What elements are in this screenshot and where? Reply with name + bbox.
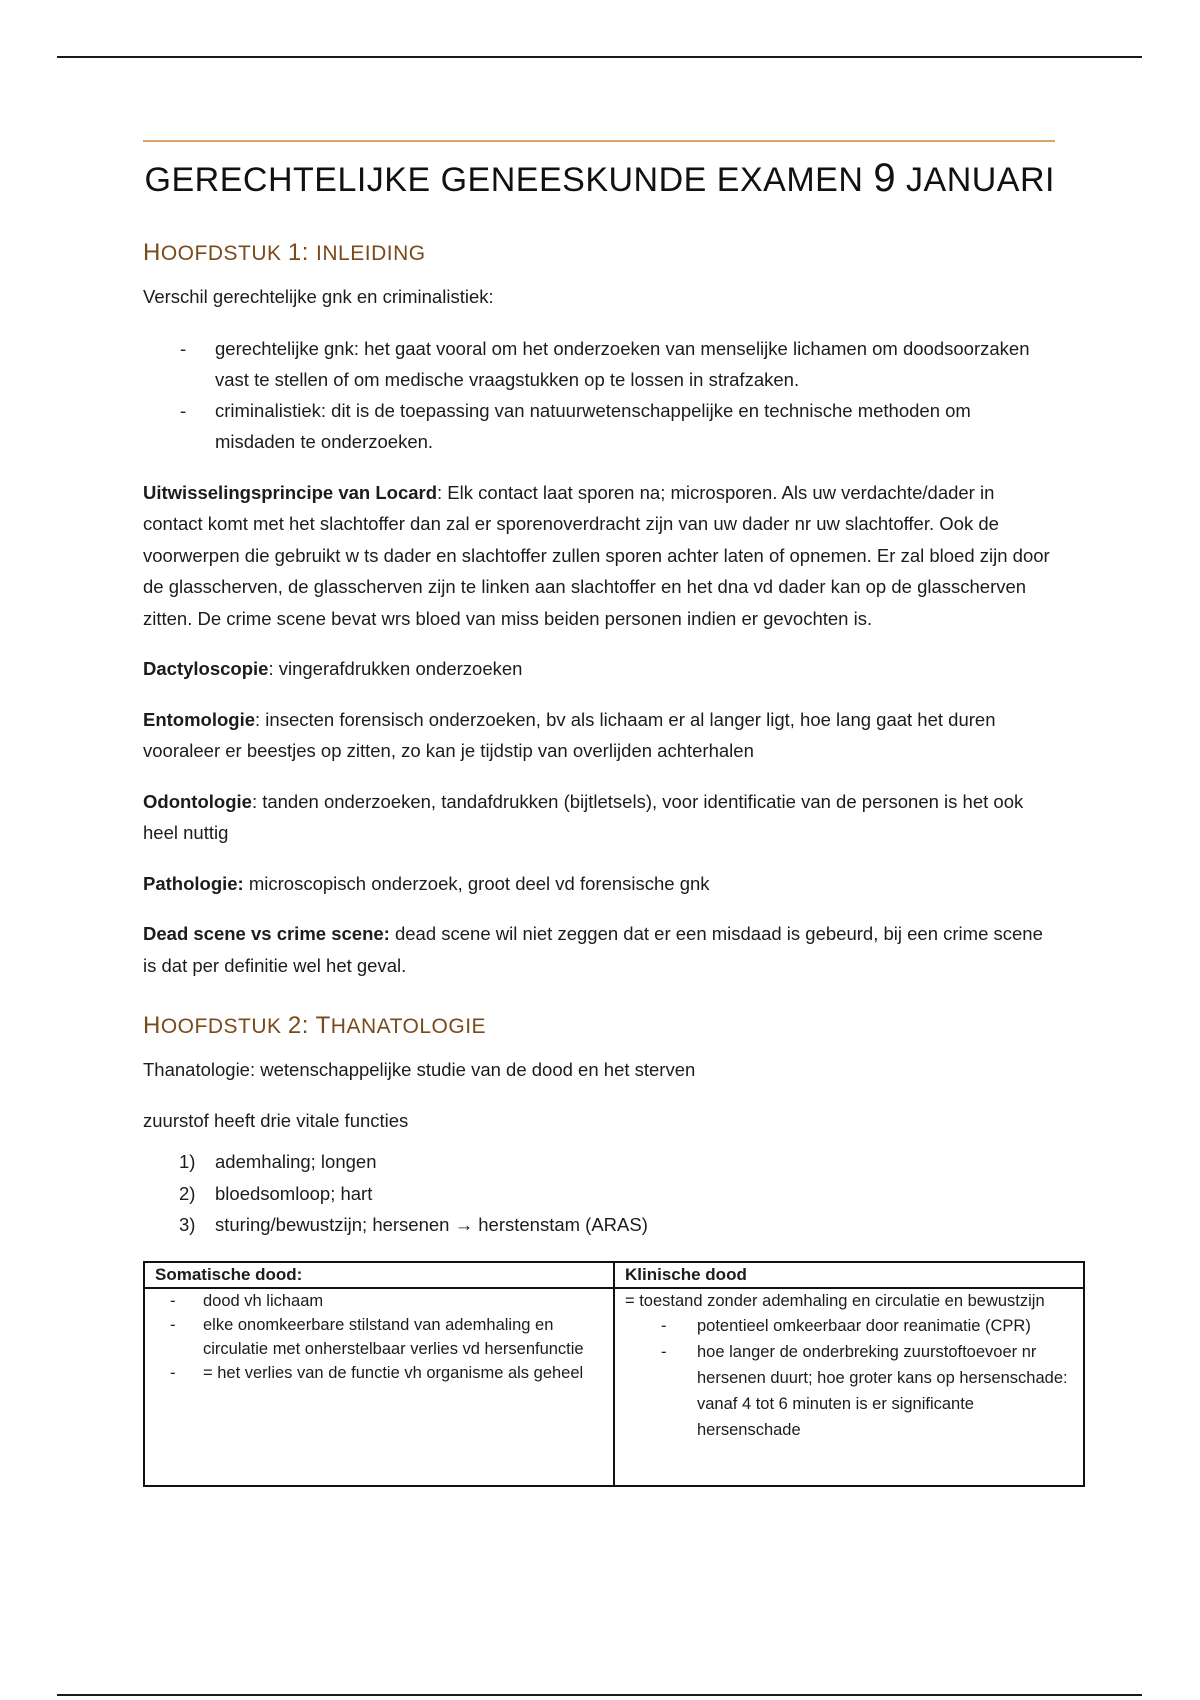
list-item: - elke onomkeerbare stilstand van ademhaling en circulatie met onherstelbaar verlies vd hersenfunctie <box>203 1313 603 1361</box>
list-item: 2) bloedsomloop; hart <box>179 1182 373 1204</box>
table-header-klinische: Klinische dood <box>614 1262 1084 1288</box>
title-number: 9 <box>873 156 897 200</box>
odontologie-paragraph: Odontologie: tanden onderzoeken, tandafdrukken (bijtletsels), voor identificatie van de personen is het ook heel nuttig <box>143 790 1024 843</box>
term: Odontologie <box>143 790 252 812</box>
list-item: - dood vh lichaam <box>203 1289 603 1313</box>
death-comparison-table <box>143 1261 1085 1487</box>
title-accent-line <box>143 140 1055 142</box>
list-item: 3) sturing/bewustzijn; hersenen → herstenstam (ARAS) <box>179 1214 648 1235</box>
table-cell-klinische <box>614 1288 1084 1486</box>
thanatologie-definition: Thanatologie: wetenschappelijke studie van de dood en het sterven <box>143 1059 696 1080</box>
list-item: 1) ademhaling; longen <box>179 1151 377 1172</box>
chapter-1-heading: HOOFDSTUK 1: INLEIDING <box>143 239 426 266</box>
list-item: - criminalistiek: dit is de toepassing van natuurwetenschappelijke en technische methoden om misdaden te onderzoeken. <box>215 395 1055 457</box>
title-month: JANUARI <box>896 161 1055 199</box>
list-item: - hoe langer de onderbreking zuurstoftoevoer nr hersenen duurt; hoe groter kans op hersenschade: vanaf 4 tot 6 minuten is er significante hersenschade <box>697 1339 1073 1443</box>
zuurstof-paragraph: zuurstof heeft drie vitale functies <box>143 1109 409 1131</box>
chapter-1-intro: Verschil gerechtelijke gnk en criminalistiek: <box>143 286 494 307</box>
entomologie-paragraph: Entomologie: insecten forensisch onderzoeken, bv als lichaam er al langer ligt, hoe lang gaat het duren vooraleer er beestjes op zitten, zo kan je tijdstip van overlijden achterhalen <box>143 708 996 761</box>
term: Dactyloscopie <box>143 658 269 679</box>
title-text: GERECHTELIJKE GENEESKUNDE EXAMEN <box>144 161 874 199</box>
document-title <box>143 158 1055 200</box>
table-row <box>144 1288 1084 1486</box>
klinische-intro: = toestand zonder ademhaling en circulatie en bewustzijn <box>625 1291 1045 1310</box>
list-item: - gerechtelijke gnk: het gaat vooral om het onderzoeken van menselijke lichamen om doodsoorzaken vast te stellen of om medische vraagstukken op te lossen in strafzaken. <box>215 333 1055 395</box>
page-top-rule <box>57 56 1142 58</box>
term: Uitwisselingsprincipe van Locard <box>143 481 438 503</box>
locard-paragraph: Uitwisselingsprincipe van Locard: Elk contact laat sporen na; microsporen. Als uw verdachte/dader in contact komt met het slachtoffer dan zal er sporenoverdracht zijn van uw dader nr uw slachtoffer. Ook de voorwerpen die gebruikt w ts dader en slachtoffer zullen sporen achter laten of opnemen. Er zal bloed zijn door de glasscherven, de glasscherven zijn te linken aan slachtoffer en het dna vd dader kan op de glasscherven zitten. De crime scene bevat wrs bloed van miss beiden personen indien er gevochten is. <box>143 481 1050 629</box>
term: Pathologie: <box>143 872 244 894</box>
list-item: - potentieel omkeerbaar door reanimatie (CPR) <box>697 1313 1073 1339</box>
pathologie-paragraph: Pathologie: microscopisch onderzoek, groot deel vd forensische gnk <box>143 872 710 894</box>
document-page <box>143 140 1068 1487</box>
page-bottom-rule <box>57 1694 1142 1696</box>
table-header-somatische: Somatische dood: <box>144 1262 614 1288</box>
definition-list <box>143 333 1055 457</box>
chapter-2-heading: HOOFDSTUK 2: THANATOLOGIE <box>143 1012 487 1039</box>
vital-functions-list <box>143 1146 1055 1241</box>
dead-scene-paragraph: Dead scene vs crime scene: dead scene wil niet zeggen dat er een misdaad is gebeurd, bij een crime scene is dat per definitie wel het geval. <box>143 923 1043 976</box>
term: Entomologie <box>143 708 256 730</box>
list-item: - = het verlies van de functie vh organisme als geheel <box>203 1361 603 1385</box>
table-header-row <box>144 1262 1084 1288</box>
term: Dead scene vs crime scene: <box>143 923 390 944</box>
dactyloscopie-paragraph: Dactyloscopie: vingerafdrukken onderzoeken <box>143 658 523 679</box>
table-cell-somatische <box>144 1288 614 1486</box>
